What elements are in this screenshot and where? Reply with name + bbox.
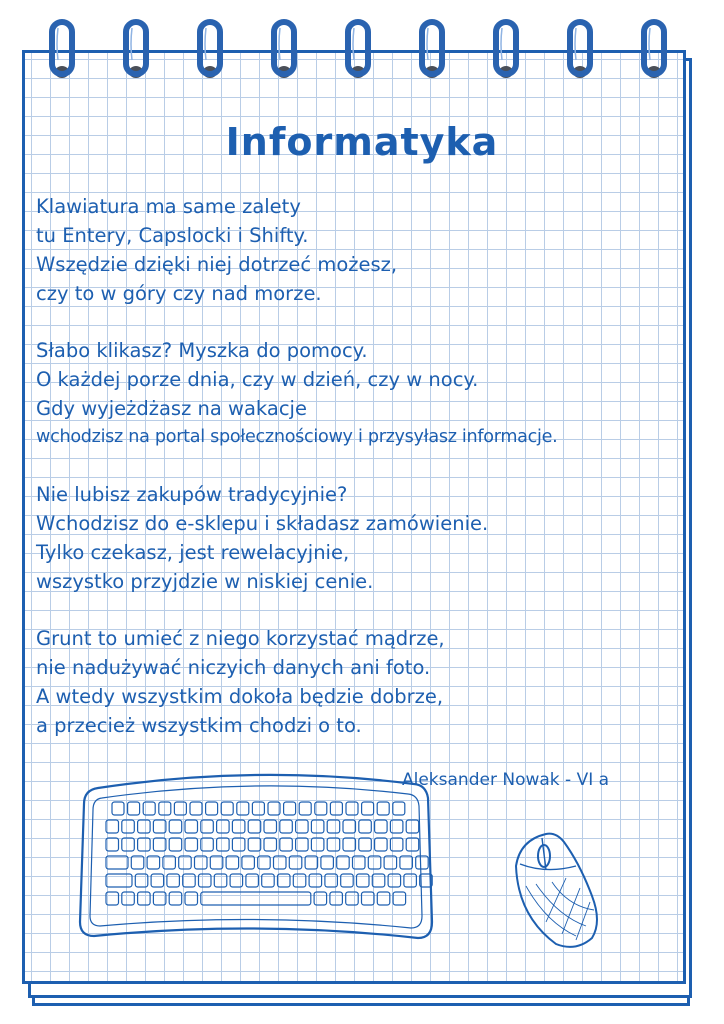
keyboard-key [230, 874, 243, 887]
keyboard-key [404, 874, 417, 887]
poem-line: Słabo klikasz? Myszka do pomocy. [36, 339, 368, 362]
poem-line: Nie lubisz zakupów tradycyjnie? [36, 483, 348, 506]
keyboard-key [151, 874, 164, 887]
keyboard-key [375, 820, 388, 833]
keyboard-key [201, 820, 214, 833]
keyboard-key [131, 856, 144, 869]
keyboard-key [375, 838, 388, 851]
keyboard-key [122, 820, 135, 833]
keyboard-key [406, 838, 419, 851]
poem-line: Tylko czekasz, jest rewelacyjnie, [36, 541, 350, 564]
poem-body [36, 192, 696, 740]
keyboard-key [400, 856, 413, 869]
keyboard-key [388, 874, 401, 887]
keyboard-key [299, 802, 311, 815]
keyboard-key [262, 874, 275, 887]
keyboard-key [377, 802, 389, 815]
keyboard-key [217, 820, 230, 833]
keyboard-key [167, 874, 180, 887]
keyboard-key [296, 820, 309, 833]
spiral-binding [0, 0, 724, 90]
keyboard-key [217, 838, 230, 851]
stanza-1 [36, 192, 696, 308]
keyboard-key [185, 820, 198, 833]
keyboard-key [106, 820, 119, 833]
keyboard-key [221, 802, 233, 815]
keyboard-key [325, 874, 338, 887]
poem-line: A wtedy wszystkim dokoła będzie dobrze, [36, 685, 444, 708]
binding-ring [644, 22, 664, 78]
poem-line: czy to w góry czy nad morze. [36, 282, 322, 305]
keyboard-key [305, 856, 318, 869]
keyboard-key [106, 892, 119, 905]
keyboard-key [206, 802, 218, 815]
poem-line: Wszędzie dzięki niej dotrzeć możesz, [36, 253, 398, 276]
keyboard-key [346, 802, 358, 815]
keyboard-key [359, 820, 372, 833]
keyboard-key [330, 802, 342, 815]
stanza-3 [36, 480, 696, 596]
binding-ring [274, 22, 294, 78]
keyboard-key [138, 820, 151, 833]
keyboard-key [284, 802, 296, 815]
keyboard-key [128, 802, 140, 815]
keyboard-key [311, 820, 324, 833]
keyboard-key [293, 874, 306, 887]
keyboard-key [343, 838, 356, 851]
keyboard-key [296, 838, 309, 851]
keyboard-key [153, 892, 166, 905]
keyboard-key [248, 820, 261, 833]
keyboard-key [393, 892, 406, 905]
keyboard-key [280, 838, 293, 851]
keyboard-key [372, 874, 385, 887]
keyboard-key [314, 892, 327, 905]
keyboard-key [169, 838, 182, 851]
keyboard-key [106, 874, 132, 887]
keyboard-key [264, 838, 277, 851]
keyboard-key [112, 802, 124, 815]
keyboard-key [315, 802, 327, 815]
keyboard-key [393, 802, 405, 815]
keyboard-key [357, 874, 370, 887]
keyboard-key [185, 838, 198, 851]
keyboard-icon [76, 770, 436, 950]
keyboard-key [201, 838, 214, 851]
keyboard-key [183, 874, 196, 887]
keyboard-key [390, 820, 403, 833]
keyboard-key [330, 892, 343, 905]
keyboard-key [384, 856, 397, 869]
keyboard-key [195, 856, 208, 869]
keyboard-key [232, 838, 245, 851]
poem-line: nie nadużywać niczyich danych ani foto. [36, 656, 431, 679]
keyboard-key [343, 820, 356, 833]
stanza-4 [36, 624, 696, 740]
poem-line: Klawiatura ma same zalety [36, 195, 301, 218]
keyboard-key [106, 856, 128, 869]
keyboard-key [362, 802, 374, 815]
binding-ring [348, 22, 368, 78]
keyboard-key [321, 856, 334, 869]
poem-line: a przecież wszystkim chodzi o to. [36, 714, 362, 737]
keyboard-key [289, 856, 302, 869]
keyboard-key [359, 838, 372, 851]
keyboard-key [337, 856, 350, 869]
author-signature: Aleksander Nowak - VI a [402, 770, 610, 790]
keyboard-key [106, 838, 119, 851]
keyboard-key [274, 856, 287, 869]
keyboard-key [377, 892, 390, 905]
keyboard-key [199, 874, 212, 887]
keyboard-key [264, 820, 277, 833]
binding-ring [496, 22, 516, 78]
keyboard-key [153, 820, 166, 833]
keyboard-key [201, 892, 311, 905]
keyboard-key [327, 820, 340, 833]
keyboard-key [122, 892, 135, 905]
keyboard-key [258, 856, 271, 869]
keyboard-key [406, 820, 419, 833]
keyboard-key [242, 856, 255, 869]
keyboard-key [341, 874, 354, 887]
poem-title: Informatyka [225, 120, 499, 164]
keyboard-key [278, 874, 291, 887]
keyboard-key [311, 838, 324, 851]
keyboard-key [174, 802, 186, 815]
poem-line: tu Entery, Capslocki i Shifty. [36, 224, 309, 247]
keyboard-key [232, 820, 245, 833]
keyboard-key [226, 856, 239, 869]
keyboard-key [248, 838, 261, 851]
keyboard-key [153, 838, 166, 851]
keyboard-key [237, 802, 249, 815]
keyboard-key [138, 892, 151, 905]
keyboard-key [169, 892, 182, 905]
keyboard-key [280, 820, 293, 833]
stanza-2 [36, 336, 696, 452]
binding-ring [52, 22, 72, 78]
keyboard-key [143, 802, 155, 815]
keyboard-key [346, 892, 359, 905]
poem-line: O każdej porze dnia, czy w dzień, czy w nocy. [36, 368, 479, 391]
keyboard-key [353, 856, 366, 869]
poem-line: Wchodzisz do e-sklepu i składasz zamówienie. [36, 512, 489, 535]
keyboard-key [252, 802, 264, 815]
keyboard-key [138, 838, 151, 851]
keyboard-key [327, 838, 340, 851]
keyboard-key [368, 856, 381, 869]
keyboard-key [135, 874, 148, 887]
keyboard-key [190, 802, 202, 815]
binding-ring [126, 22, 146, 78]
keyboard-key [214, 874, 227, 887]
keyboard-key [416, 856, 429, 869]
binding-ring [570, 22, 590, 78]
computer-mouse-icon [506, 826, 606, 956]
keyboard-key [185, 892, 198, 905]
keyboard-key [390, 838, 403, 851]
binding-ring [422, 22, 442, 78]
keyboard-key [362, 892, 375, 905]
keyboard-key [210, 856, 223, 869]
keyboard-key [309, 874, 322, 887]
keyboard-key [268, 802, 280, 815]
keyboard-key [169, 820, 182, 833]
keyboard-key [147, 856, 160, 869]
poem-line: Gdy wyjeżdżasz na wakacje [36, 397, 307, 420]
keyboard-key [163, 856, 176, 869]
keyboard-key [159, 802, 171, 815]
keyboard-key [179, 856, 192, 869]
keyboard-key [122, 838, 135, 851]
poem-line: wszystko przyjdzie w niskiej cenie. [36, 570, 374, 593]
poem-line: Grunt to umieć z niego korzystać mądrze, [36, 627, 445, 650]
binding-ring [200, 22, 220, 78]
keyboard-key [246, 874, 259, 887]
poem-line: wchodzisz na portal społecznościowy i przysyłasz informacje. [36, 427, 558, 447]
